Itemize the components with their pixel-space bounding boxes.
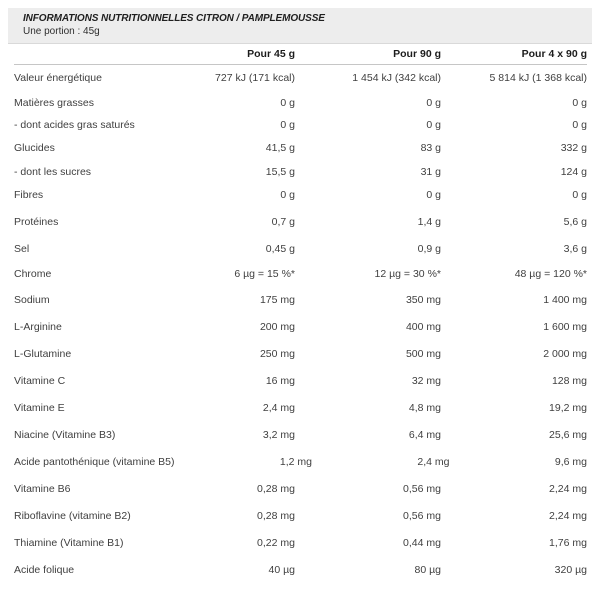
section-title: INFORMATIONS NUTRITIONNELLES CITRON / PAMPLEMOUSSE (23, 13, 325, 24)
table-row (14, 134, 587, 162)
row-value: 3,6 g (563, 242, 587, 255)
table-row (14, 91, 587, 115)
row-label: - dont acides gras saturés (14, 118, 135, 131)
portion-note: Une portion : 45g (23, 26, 100, 37)
row-value: 80 µg (414, 563, 441, 576)
row-label: L-Glutamine (14, 347, 72, 360)
row-value: 2 000 mg (543, 347, 587, 360)
row-value: 48 µg = 120 %* (514, 268, 587, 280)
row-value: 6,4 mg (408, 428, 441, 441)
row-value: 16 mg (265, 374, 295, 387)
row-label: L-Arginine (14, 320, 62, 333)
row-label: Protéines (14, 215, 59, 228)
row-label: Valeur énergétique (14, 72, 102, 84)
row-value: 2,4 mg (262, 401, 295, 414)
row-value: 500 mg (405, 347, 441, 360)
table-row (14, 502, 587, 529)
table-row (14, 65, 587, 91)
row-value: 320 µg (554, 563, 587, 576)
row-value: 2,4 mg (417, 455, 450, 468)
nutrition-table (14, 44, 587, 583)
row-value: 1 400 mg (543, 293, 587, 306)
table-row (14, 313, 587, 340)
table-row (14, 162, 587, 181)
row-value: 175 mg (259, 293, 295, 306)
row-value: 2,24 mg (549, 482, 587, 495)
row-value: 0 g (280, 97, 295, 109)
row-value: 250 mg (259, 347, 295, 360)
table-row (14, 115, 587, 134)
row-value: 83 g (420, 142, 441, 154)
row-label: Fibres (14, 188, 44, 201)
row-value: 9,6 mg (554, 455, 588, 468)
table-row (14, 475, 587, 502)
table-row (14, 448, 587, 475)
row-value: 5,6 g (563, 215, 587, 228)
row-label: - dont les sucres (14, 165, 92, 178)
row-value: 350 mg (405, 293, 441, 306)
row-value: 41,5 g (265, 142, 295, 154)
row-value: 0 g (280, 118, 295, 131)
row-value: 0 g (280, 188, 295, 201)
row-label: Niacine (Vitamine B3) (14, 428, 116, 441)
row-value: 1,2 mg (279, 455, 313, 468)
row-value: 0 g (572, 97, 587, 109)
nutrition-info-banner (8, 8, 592, 44)
row-value: 0 g (426, 188, 441, 201)
row-value: 0,56 mg (403, 482, 441, 495)
row-value: 0,28 mg (257, 509, 295, 522)
table-row (14, 394, 587, 421)
row-value: 2,24 mg (549, 509, 587, 522)
row-value: 0,22 mg (257, 536, 295, 549)
table-row (14, 208, 587, 235)
row-value: 1 600 mg (543, 320, 587, 333)
table-row (14, 529, 587, 556)
row-label: Matières grasses (14, 97, 94, 109)
table-row (14, 556, 587, 583)
row-label: Acide pantothénique (vitamine B5) (14, 455, 175, 468)
column-header-pour-45g: Pour 45 g (247, 48, 295, 60)
row-value: 40 µg (268, 563, 295, 576)
row-value: 4,8 mg (408, 401, 441, 414)
row-value: 0,28 mg (257, 482, 295, 495)
table-body (14, 65, 587, 583)
row-label: Sodium (14, 293, 50, 306)
row-label: Thiamine (Vitamine B1) (14, 536, 124, 549)
row-label: Glucides (14, 142, 55, 154)
row-value: 0 g (572, 188, 587, 201)
row-label: Sel (14, 242, 30, 255)
row-value: 0 g (426, 118, 441, 131)
row-label: Vitamine B6 (14, 482, 71, 495)
row-label: Riboflavine (vitamine B2) (14, 509, 131, 522)
row-value: 0 g (426, 97, 441, 109)
row-value: 0 g (572, 118, 587, 131)
table-row (14, 367, 587, 394)
row-value: 32 mg (411, 374, 441, 387)
table-row (14, 235, 587, 262)
row-label: Vitamine C (14, 374, 66, 387)
row-value: 1,4 g (417, 215, 441, 228)
table-row (14, 340, 587, 367)
row-value: 6 µg = 15 %* (234, 268, 295, 280)
row-value: 0,9 g (417, 242, 441, 255)
row-value: 31 g (420, 165, 441, 178)
column-header-pour-90g: Pour 90 g (393, 48, 441, 60)
column-header-pour-4x90g: Pour 4 x 90 g (521, 48, 587, 60)
row-label: Acide folique (14, 563, 75, 576)
row-value: 0,45 g (265, 242, 295, 255)
row-value: 400 mg (405, 320, 441, 333)
table-row (14, 181, 587, 208)
row-value: 0,44 mg (403, 536, 441, 549)
row-value: 25,6 mg (549, 428, 587, 441)
row-value: 727 kJ (171 kcal) (215, 72, 295, 84)
table-row (14, 421, 587, 448)
row-value: 3,2 mg (262, 428, 295, 441)
row-value: 128 mg (551, 374, 587, 387)
row-value: 1,76 mg (549, 536, 587, 549)
row-value: 1 454 kJ (342 kcal) (352, 72, 441, 84)
row-value: 19,2 mg (549, 401, 587, 414)
table-row (14, 286, 587, 313)
row-label: Chrome (14, 268, 52, 280)
row-label: Vitamine E (14, 401, 65, 414)
row-value: 15,5 g (265, 165, 295, 178)
row-value: 12 µg = 30 %* (374, 268, 441, 280)
row-value: 5 814 kJ (1 368 kcal) (489, 72, 587, 84)
row-value: 332 g (560, 142, 587, 154)
row-value: 0,7 g (271, 215, 295, 228)
table-row (14, 262, 587, 286)
table-header-row (14, 44, 587, 65)
row-value: 0,56 mg (403, 509, 441, 522)
row-value: 200 mg (259, 320, 295, 333)
row-value: 124 g (560, 165, 587, 178)
